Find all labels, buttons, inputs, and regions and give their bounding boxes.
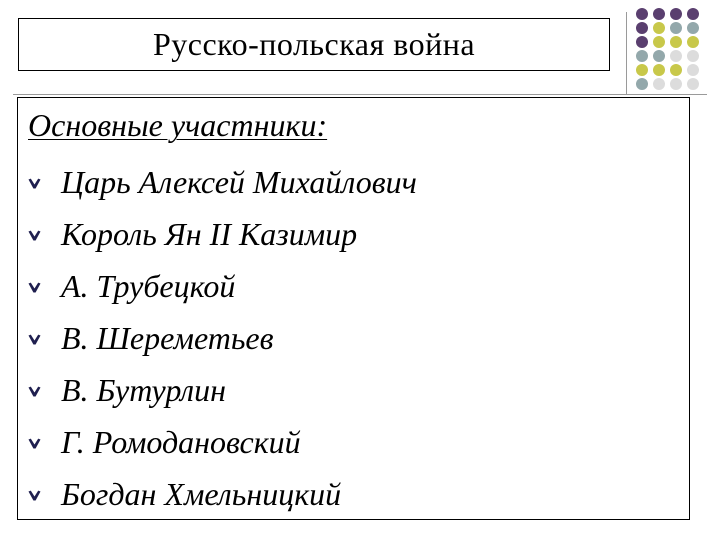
decorative-dot <box>636 8 648 20</box>
diamond-checkmark-icon <box>27 279 42 294</box>
decorative-dot <box>670 64 682 76</box>
decorative-dot <box>653 64 665 76</box>
decorative-dot <box>636 64 648 76</box>
decorative-dot <box>670 78 682 90</box>
decorative-dot <box>670 8 682 20</box>
decorative-dot <box>636 22 648 34</box>
content-box <box>17 97 690 520</box>
decorative-dot <box>687 8 699 20</box>
diamond-checkmark-icon <box>27 175 42 190</box>
list-item <box>18 156 417 208</box>
diamond-checkmark-icon <box>27 331 42 346</box>
decorative-dot <box>653 36 665 48</box>
subtitle: Основные участники: <box>28 107 328 143</box>
decorative-dot <box>687 78 699 90</box>
list-item-text: В. Бутурлин <box>61 371 226 408</box>
list-item-text: В. Шереметьев <box>61 319 274 356</box>
diamond-checkmark-icon <box>27 435 42 450</box>
list-item <box>18 260 417 312</box>
list-item <box>18 312 417 364</box>
decorative-dot <box>636 78 648 90</box>
list-item-text: Г. Ромодановский <box>61 423 301 460</box>
decorative-dot <box>687 64 699 76</box>
decorative-dot <box>687 22 699 34</box>
list-item <box>18 468 417 520</box>
slide-title: Русско-польская война <box>152 26 476 62</box>
decorative-dot <box>670 36 682 48</box>
decorative-vertical-line <box>626 12 627 95</box>
decorative-dot <box>670 22 682 34</box>
list-item-text: Богдан Хмельницкий <box>61 475 342 512</box>
decorative-dot <box>636 36 648 48</box>
decorative-dot <box>653 50 665 62</box>
title-box <box>18 18 610 71</box>
decorative-dot <box>653 8 665 20</box>
decorative-dot <box>687 50 699 62</box>
list-item-text: Король Ян II Казимир <box>61 215 358 252</box>
decorative-dot <box>653 78 665 90</box>
list-item <box>18 208 417 260</box>
diamond-checkmark-icon <box>27 383 42 398</box>
diamond-checkmark-icon <box>27 227 42 242</box>
decorative-dot <box>670 50 682 62</box>
decorative-horizontal-line <box>13 94 707 95</box>
participant-list <box>18 156 417 520</box>
list-item-text: Царь Алексей Михайлович <box>61 163 417 200</box>
decorative-dot <box>636 50 648 62</box>
list-item <box>18 416 417 468</box>
list-item-text: А. Трубецкой <box>61 267 236 304</box>
decorative-dot <box>653 22 665 34</box>
list-item <box>18 364 417 416</box>
decorative-dot <box>687 36 699 48</box>
diamond-checkmark-icon <box>27 487 42 502</box>
decorative-dot-grid <box>636 8 716 94</box>
